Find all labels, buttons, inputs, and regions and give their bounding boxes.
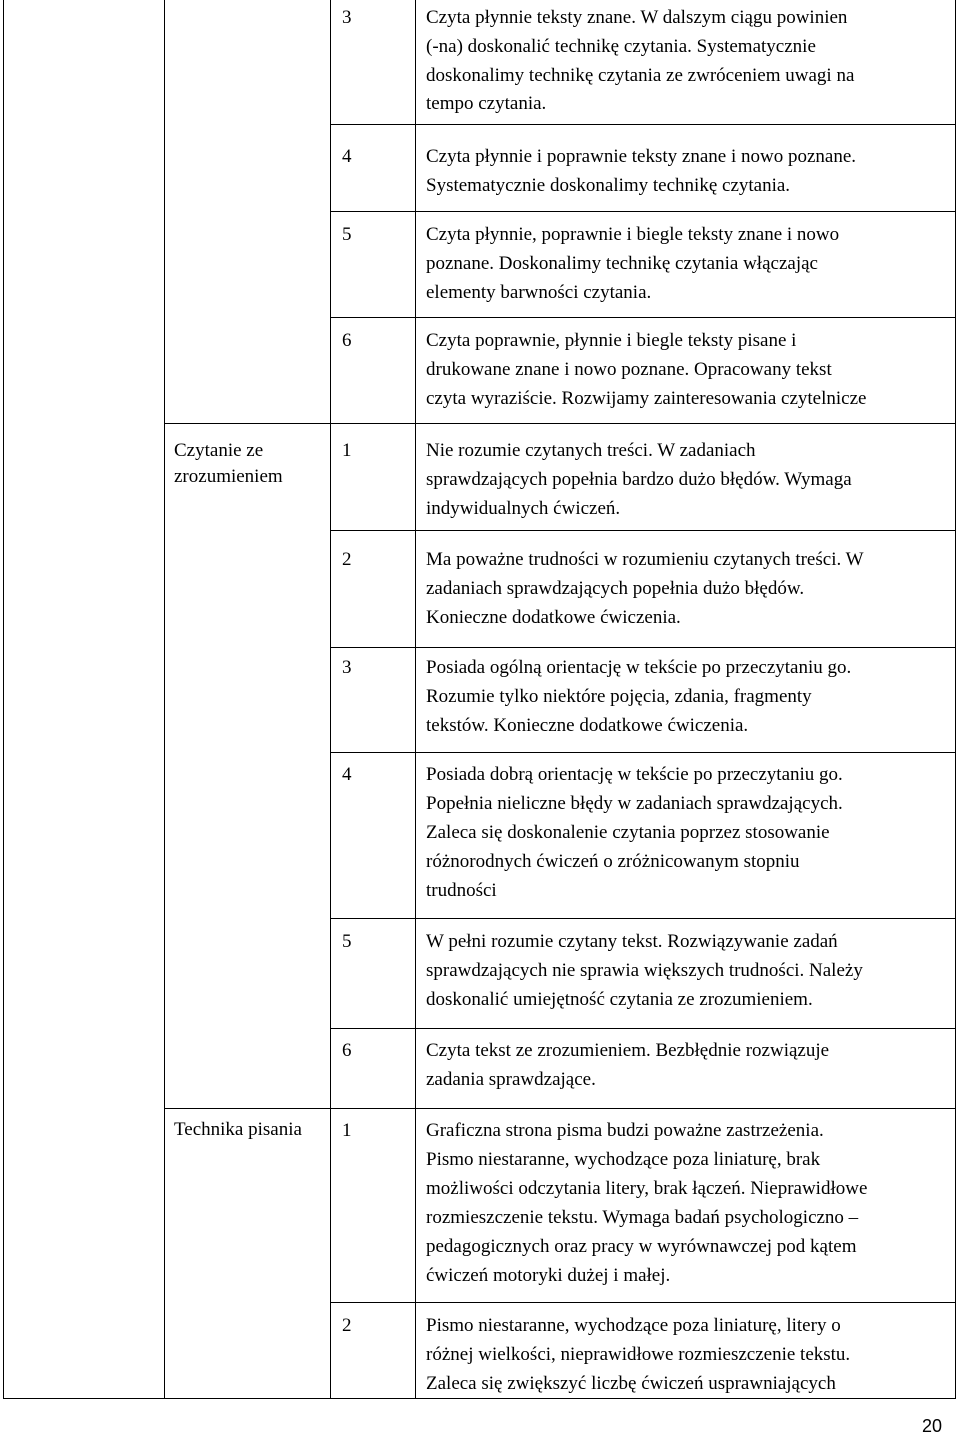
row-description-line: różnorodnych ćwiczeń o zróżnicowanym stopniu: [426, 851, 800, 872]
row-description-line: Czyta płynnie teksty znane. W dalszym ciągu powinien: [426, 7, 848, 28]
row-description-line: czyta wyraziście. Rozwijamy zainteresowania czytelnicze: [426, 388, 867, 409]
row-description-line: drukowane znane i nowo poznane. Opracowany tekst: [426, 359, 832, 380]
row-separator: [330, 124, 956, 125]
row-description-line: Czyta płynnie i poprawnie teksty znane i nowo poznane.: [426, 146, 857, 167]
row-description-line: Zaleca się doskonalenie czytania poprzez stosowanie: [426, 822, 830, 843]
row-description-line: doskonalić umiejętność czytania ze zrozumieniem.: [426, 989, 813, 1010]
grade-number: 4: [342, 764, 352, 785]
row-separator: [330, 211, 956, 212]
section-separator: [164, 1108, 956, 1109]
row-description-line: tempo czytania.: [426, 93, 547, 114]
row-description-line: Ma poważne trudności w rozumieniu czytanych treści. W: [426, 549, 864, 570]
row-description-line: pedagogicznych oraz pracy w wyrównawczej pod kątem: [426, 1236, 857, 1257]
row-description-line: możliwości odczytania litery, brak łączeń. Nieprawidłowe: [426, 1178, 868, 1199]
row-description-line: elementy barwności czytania.: [426, 282, 652, 303]
row-separator: [330, 1302, 956, 1303]
grade-number: 3: [342, 7, 352, 28]
row-description-line: poznane. Doskonalimy technikę czytania włączając: [426, 253, 818, 274]
row-description-line: Konieczne dodatkowe ćwiczenia.: [426, 607, 681, 628]
row-description-line: Czyta tekst ze zrozumieniem. Bezbłędnie rozwiązuje: [426, 1040, 830, 1061]
row-separator: [330, 1028, 956, 1029]
row-description-line: Czyta płynnie, poprawnie i biegle teksty znane i nowo: [426, 224, 840, 245]
grade-number: 6: [342, 330, 352, 351]
table-border-right: [955, 0, 956, 1398]
row-description-line: Rozumie tylko niektóre pojęcia, zdania, fragmenty: [426, 686, 812, 707]
row-description-line: sprawdzających nie sprawia większych trudności. Należy: [426, 960, 863, 981]
row-description-line: Posiada dobrą orientację w tekście po przeczytaniu go.: [426, 764, 843, 785]
table-border-bottom: [3, 1398, 956, 1399]
row-description-line: Pismo niestaranne, wychodzące poza liniaturę, brak: [426, 1149, 821, 1170]
row-description-line: ćwiczeń motoryki dużej i małej.: [426, 1265, 671, 1286]
section-separator: [164, 423, 956, 424]
grade-number: 3: [342, 657, 352, 678]
row-description-line: W pełni rozumie czytany tekst. Rozwiązywanie zadań: [426, 931, 838, 952]
column-divider-description: [415, 0, 416, 1398]
row-description-line: doskonalimy technikę czytania ze zwróceniem uwagi na: [426, 65, 855, 86]
grade-number: 2: [342, 1315, 352, 1336]
row-description-line: Nie rozumie czytanych treści. W zadaniach: [426, 440, 756, 461]
category-label: Czytanie ze: [174, 440, 264, 461]
grade-number: 1: [342, 1120, 352, 1141]
grade-number: 1: [342, 440, 352, 461]
row-description-line: różnej wielkości, nieprawidłowe rozmieszczenie tekstu.: [426, 1344, 851, 1365]
row-description-line: Popełnia nieliczne błędy w zadaniach sprawdzających.: [426, 793, 843, 814]
row-description-line: Graficzna strona pisma budzi poważne zastrzeżenia.: [426, 1120, 824, 1141]
row-separator: [330, 752, 956, 753]
grade-number: 2: [342, 549, 352, 570]
page-number: 20: [921, 1416, 942, 1436]
row-description-line: Posiada ogólną orientację w tekście po przeczytaniu go.: [426, 657, 852, 678]
column-divider-category: [164, 0, 165, 1398]
row-description-line: Zaleca się zwiększyć liczbę ćwiczeń usprawniających: [426, 1373, 836, 1394]
grade-number: 5: [342, 224, 352, 245]
row-description-line: trudności: [426, 880, 497, 901]
row-description-line: Systematycznie doskonalimy technikę czytania.: [426, 175, 791, 196]
row-description-line: rozmieszczenie tekstu. Wymaga badań psychologiczno –: [426, 1207, 859, 1228]
category-label: zrozumieniem: [174, 466, 283, 487]
row-description-line: tekstów. Konieczne dodatkowe ćwiczenia.: [426, 715, 749, 736]
row-separator: [330, 647, 956, 648]
row-separator: [330, 317, 956, 318]
row-description-line: zadaniach sprawdzających popełnia dużo błędów.: [426, 578, 805, 599]
column-divider-grade: [330, 0, 331, 1398]
row-description-line: (-na) doskonalić technikę czytania. Systematycznie: [426, 36, 816, 57]
row-description-line: Pismo niestaranne, wychodzące poza liniaturę, litery o: [426, 1315, 841, 1336]
grade-number: 6: [342, 1040, 352, 1061]
row-separator: [330, 530, 956, 531]
row-description-line: Czyta poprawnie, płynnie i biegle teksty pisane i: [426, 330, 797, 351]
category-label: Technika pisania: [174, 1119, 302, 1140]
row-separator: [330, 918, 956, 919]
row-description-line: indywidualnych ćwiczeń.: [426, 498, 621, 519]
grade-number: 5: [342, 931, 352, 952]
row-description-line: zadania sprawdzające.: [426, 1069, 596, 1090]
grade-number: 4: [342, 146, 352, 167]
table-border-left: [3, 0, 4, 1398]
row-description-line: sprawdzających popełnia bardzo dużo błędów. Wymaga: [426, 469, 852, 490]
